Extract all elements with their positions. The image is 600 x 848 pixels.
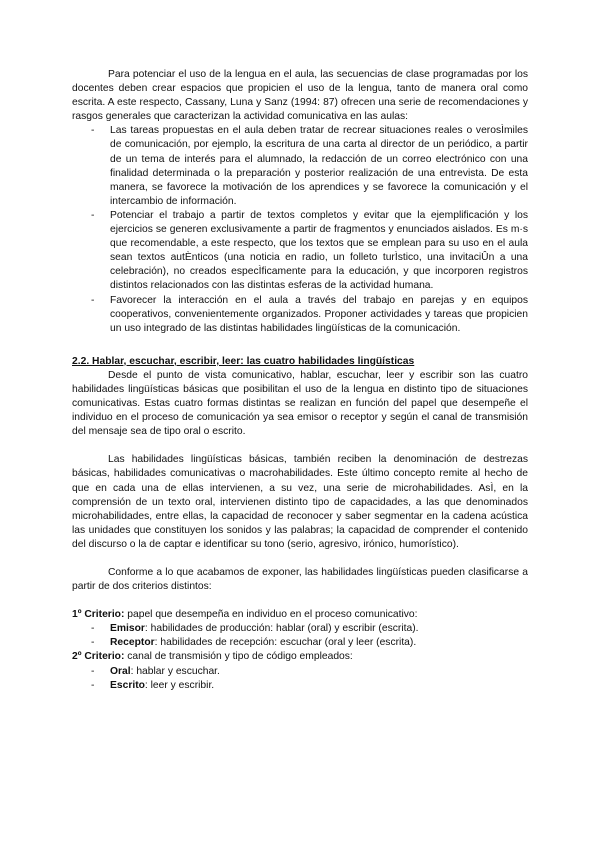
- body-paragraph: Desde el punto de vista comunicativo, hablar, escuchar, leer y escribir son las cuatro habilidades lingüísticas básicas que posibilitan el uso de la lengua en distinto tipo de situaciones comunicativas. Estas cuatro formas distintas se realizan en función del papel que desempeñe el individuo en el proceso de comunicación ya sea emisor o receptor y según el canal de transmisión del mensaje sea de tipo oral o escrito.: [72, 369, 528, 438]
- section-heading: 2.2. Hablar, escuchar, escribir, leer: las cuatro habilidades lingüísticas: [72, 355, 415, 367]
- recommendations-list: [72, 124, 528, 335]
- criterion-text: canal de transmisión y tipo de código empleados:: [124, 651, 353, 663]
- body-paragraph: Las habilidades lingüísticas básicas, también reciben la denominación de destrezas básicas, habilidades comunicativas o macrohabilidades. Este último concepto remite al hecho de que en cada una de ellas intervienen, a su vez, una serie de microhabilidades. AsÌ, en la comprensión de un texto oral, intervienen distinto tipo de capacidades, a las que denominados microhabilidades, entre ellas, la capacidad de reconocer y saber segmentar en la cadena acústica las unidades que constituyen los sonidos y las palabras; la capacidad de comprender el contenido del discurso o la de captar e identificar su tono (serio, agresivo, irónico, humorístico).: [72, 454, 528, 550]
- document-page: [72, 68, 528, 693]
- criterion-label: 1º Criterio:: [72, 609, 125, 621]
- list-item: [72, 622, 528, 636]
- term-description: : leer y escribir.: [144, 679, 215, 691]
- list-item: - Potenciar el trabajo a partir de textos completos y evitar que la ejemplificación y los ejercicios se generen exclusivamente a partir de fragmentos y enunciados aislados. Es m·s que recomendable, a este respecto, que los textos que se emplean para su uso en el aula sean textos autÈnticos (una noticia en radio, un folleto turÌstico, una invitaciÛn a una celebración), no creados especÌficamente para la educación, y que incorporen registros distintos relacionados con las distintas esferas de la actividad humana.: [72, 209, 528, 294]
- criterion-list: [72, 665, 528, 693]
- criterion-text: papel que desempeña en individuo en el proceso comunicativo:: [124, 609, 418, 621]
- list-item: - Favorecer la interacción en el aula a través del trabajo en parejas y en equipos cooperativos, convenientemente organizados. Proponer actividades y tareas que propicien un uso integrado de las distintas habilidades lingüísticas de la comunicación.: [72, 294, 528, 336]
- list-item: [72, 679, 528, 693]
- term: Receptor: [110, 637, 155, 649]
- term-description: : habilidades de producción: hablar (oral) y escribir (escrita).: [144, 623, 419, 635]
- criterion-label: 2º Criterio:: [72, 651, 125, 663]
- criterion-2: [72, 650, 528, 692]
- list-item: [72, 665, 528, 679]
- term: Oral: [110, 665, 131, 677]
- term-description: : hablar y escuchar.: [130, 665, 220, 677]
- term: Emisor: [110, 623, 145, 635]
- criterion-1: [72, 608, 528, 650]
- criterion-list: [72, 622, 528, 650]
- list-item: [72, 636, 528, 650]
- term: Escrito: [110, 679, 145, 691]
- body-paragraph: Conforme a lo que acabamos de exponer, las habilidades lingüísticas pueden clasificarse a partir de dos criterios distintos:: [72, 567, 528, 593]
- term-description: : habilidades de recepción: escuchar (oral y leer (escrita).: [154, 637, 417, 649]
- list-item: - Las tareas propuestas en el aula deben tratar de recrear situaciones reales o verosÌmiles de comunicación, por ejemplo, la escritura de una carta al director de un periódico, a partir de un tema de interés para el alumnado, la redacción de un correo electrónico con una finalidad determinada o la preparación y posterior realización de una entrevista. De esta manera, se favorece la motivación de los aprendices y se favorece la comunicación y el intercambio de información.: [72, 124, 528, 209]
- intro-paragraph: Para potenciar el uso de la lengua en el aula, las secuencias de clase programadas por los docentes deben crear espacios que propicien el uso de la lengua, tanto de manera oral como escrita. A este respecto, Cassany, Luna y Sanz (1994: 87) ofrecen una serie de recomendaciones y rasgos generales que caracterizan la actividad comunicativa en las aulas:: [72, 69, 528, 123]
